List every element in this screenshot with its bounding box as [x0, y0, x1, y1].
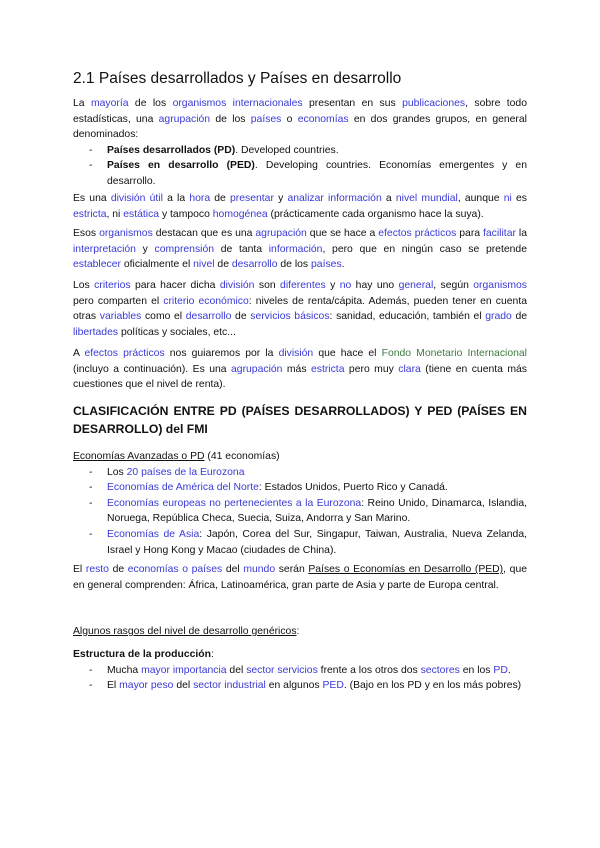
rasgos-label: Algunos rasgos del nivel de desarrollo genéricos:	[73, 626, 300, 637]
paragraph-division: Es una división útil a la hora de presentar y analizar información a nivel mundial, aunque ni es estricta, ni estática y tampoco homogénea (prácticamente cada organismo hace la suya).	[73, 193, 527, 220]
advanced-economies-block	[73, 449, 527, 558]
paragraph-organismos: Esos organismos destacan que es una agrupación que se hace a efectos prácticos para facilitar la interpretación y comprensión de tanta información, pero que en ningún caso se pretende establecer oficialmente el nivel de desarrollo de los países.	[73, 228, 527, 271]
paragraph-efectos: A efectos prácticos nos guiaremos por la división que hace el Fondo Monetario Internacional (incluyo a continuación). Es una agrupación más estricta pero muy clara (tiene en cuenta más cuestiones que el nivel de renta).	[73, 348, 527, 391]
advanced-economies-list	[73, 465, 527, 559]
list-item: - Economías de Asia: Japón, Corea del Sur, Singapur, Taiwan, Australia, Nueva Zelanda, Israel y Hong Kong y Macao (ciudades de China).	[73, 527, 527, 558]
estructura-list	[73, 663, 527, 694]
intro-block	[73, 96, 527, 190]
advanced-economies-label: Economías Avanzadas o PD (41 economías)	[73, 451, 280, 462]
section-title: 2.1 Países desarrollados y Países en desarrollo	[73, 70, 402, 87]
list-item: - Economías de América del Norte: Estados Unidos, Puerto Rico y Canadá.	[73, 480, 527, 496]
list-item: - Economías europeas no pertenecientes a la Eurozona: Reino Unido, Dinamarca, Islandia, Noruega, República Checa, Suecia, Suiza, Andorra y San Marino.	[73, 496, 527, 527]
list-item: - Países desarrollados (PD). Developed countries.	[73, 143, 527, 159]
list-item: - Países en desarrollo (PED). Developing countries. Economías emergentes y en desarrollo.	[73, 158, 527, 189]
groups-list	[73, 143, 527, 190]
paragraph-criterios: Los criterios para hacer dicha división son diferentes y no hay uno general, según organismos pero comparten el criterio económico: niveles de renta/cápita. Además, pueden tener en cuenta otras variables como el desarrollo de servicios básicos: sanidad, educación, también el grado de libertades políticas y sociales, etc...	[73, 280, 528, 338]
classification-heading-block	[73, 403, 527, 438]
paragraph-ped: El resto de economías o países del mundo serán Países o Economías en Desarrollo (PED), que en general comprenden: África, Latinoamérica, gran parte de Asia y parte de Europa central.	[73, 564, 527, 591]
estructura-block	[73, 647, 527, 694]
paragraph-intro: La mayoría de los organismos internacionales presentan en sus publicaciones, sobre todo estadísticas, una agrupación de los países o economías en dos grandes grupos, en general denominados:	[73, 98, 527, 141]
estructura-heading: Estructura de la producción:	[73, 649, 214, 660]
classification-heading: CLASIFICACIÓN ENTRE PD (PAÍSES DESARROLLADOS) Y PED (PAÍSES EN DESARROLLO) del FMI	[73, 404, 527, 436]
list-item: - El mayor peso del sector industrial en algunos PED. (Bajo en los PD y en los más pobres)	[73, 678, 527, 694]
rasgos-block	[73, 624, 527, 640]
list-item: - Los 20 países de la Eurozona	[73, 465, 527, 481]
list-item: - Mucha mayor importancia del sector servicios frente a los otros dos sectores en los PD.	[73, 663, 527, 679]
